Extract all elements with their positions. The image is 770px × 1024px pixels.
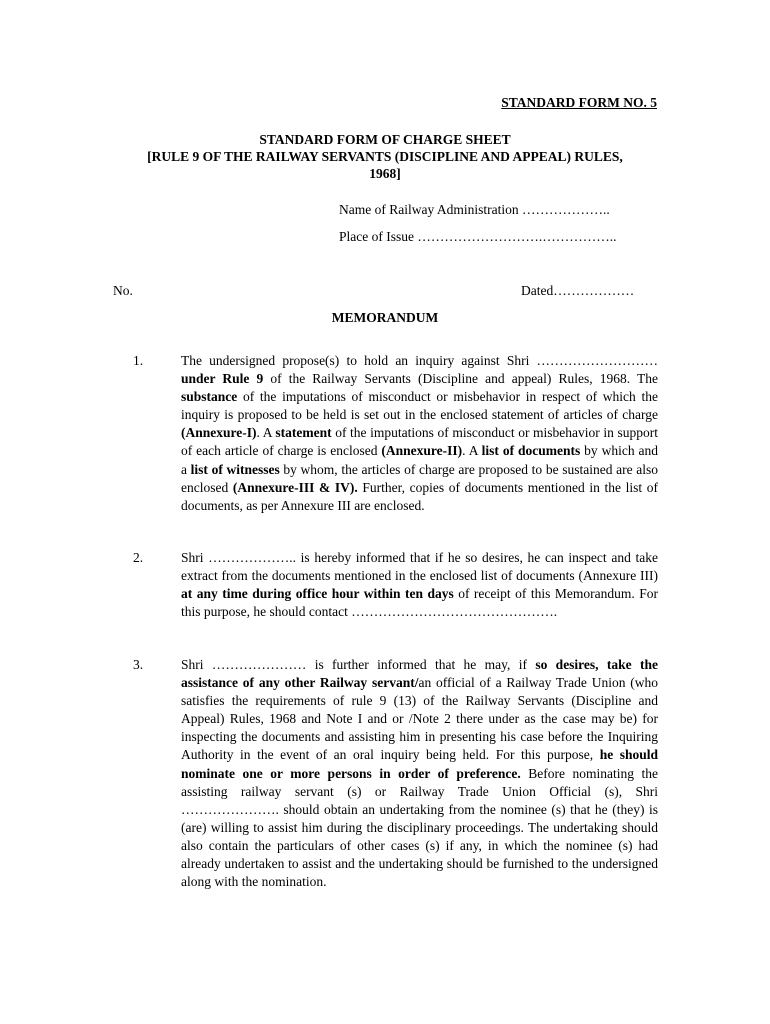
bold-run: statement <box>275 425 332 441</box>
text-run: The undersigned propose(s) to hold an inquiry against Shri ……………………… <box>181 353 658 368</box>
paragraph-number: 2. <box>133 550 144 565</box>
paragraph-number: 1. <box>133 353 144 368</box>
document-title <box>100 131 670 182</box>
text-run: Shri ………………… is further informed that he may, if <box>181 657 536 672</box>
dated-label: Dated……………… <box>521 283 635 298</box>
bold-run: at any time during office hour within ten days <box>181 586 454 602</box>
text-run: an official of a Railway Trade Union (who satisfies the requirements of rule 9 (13) of the Railway Servants (Discipline and Appeal) Rules, 1968 and Note I and or /Note 2 there under as the case may be) for inspecting the documents and assisting him in presenting his case before the Inquiring Authority in the event of an oral inquiry being held. For this purpose, <box>181 675 658 763</box>
bold-run: list of documents <box>481 443 581 459</box>
title-line-3: 1968] <box>369 166 401 181</box>
text-run: . A <box>256 425 276 441</box>
text-run: of the Railway Servants (Discipline and appeal) Rules, 1968. The <box>263 371 658 387</box>
reference-number-label: No. <box>113 283 133 298</box>
paragraph-text <box>181 549 658 621</box>
paragraph-number: 3. <box>133 657 144 672</box>
bold-run: list of witnesses <box>190 461 280 477</box>
text-run: . A <box>462 443 482 459</box>
memorandum-heading: MEMORANDUM <box>331 310 439 325</box>
paragraph-text <box>181 352 658 515</box>
bold-run: so desires, take the assistance of any other Railway servant/ <box>181 657 658 691</box>
bold-run: he should nominate one or more persons in order of preference. <box>181 747 659 781</box>
bold-run: (Annexure-II) <box>381 443 463 459</box>
paragraph-text <box>181 656 658 891</box>
title-line-2: [RULE 9 OF THE RAILWAY SERVANTS (DISCIPLINE AND APPEAL) RULES, <box>147 149 623 164</box>
paragraph-3 <box>133 656 658 891</box>
title-line-1: STANDARD FORM OF CHARGE SHEET <box>259 132 511 147</box>
form-number: STANDARD FORM NO. 5 <box>501 95 657 110</box>
text-run: Further, copies of documents mentioned in the list of documents, as per Annexure III are enclosed. <box>181 479 659 513</box>
place-of-issue-line: Place of Issue ……………………….…………….. <box>339 229 617 244</box>
bold-run: (Annexure-I) <box>181 425 257 441</box>
railway-administration-line: Name of Railway Administration ……………….. <box>339 202 610 217</box>
text-run: by which and a <box>181 443 659 477</box>
text-run: of the imputations of misconduct or misbehavior in respect of which the inquiry is proposed to be held is set out in the enclosed statement of articles of charge <box>181 389 658 423</box>
paragraph-1 <box>133 352 658 515</box>
paragraph-2 <box>133 549 658 621</box>
bold-run: substance <box>181 389 238 405</box>
bold-run: under Rule 9 <box>181 371 264 387</box>
text-run: by whom, the articles of charge are proposed to be sustained are also enclosed <box>181 461 658 495</box>
text-run: of the imputations of misconduct or misbehavior in support of each article of charge is enclosed <box>181 425 658 459</box>
bold-run: (Annexure-III & IV). <box>232 479 358 495</box>
text-run: Shri ……………….. is hereby informed that if he so desires, he can inspect and take extract from the documents mentioned in the enclosed list of documents (Annexure III) <box>181 550 658 584</box>
text-run: of receipt of this Memorandum. For this purpose, he should contact ………………………………………. <box>181 586 658 620</box>
text-run: Before nominating the assisting railway servant (s) or Railway Trade Union Official (s), Shri …………………. should obtain an undertaking from the nominee (s) that he (they) is (are) willing to assist him during the disciplinary proceedings. The undertaking should also contain the particulars of other cases (s) if any, in which the nominee (s) had already undertaken to assist and the undertaking should be furnished to the undersigned along with the nomination. <box>181 765 659 890</box>
